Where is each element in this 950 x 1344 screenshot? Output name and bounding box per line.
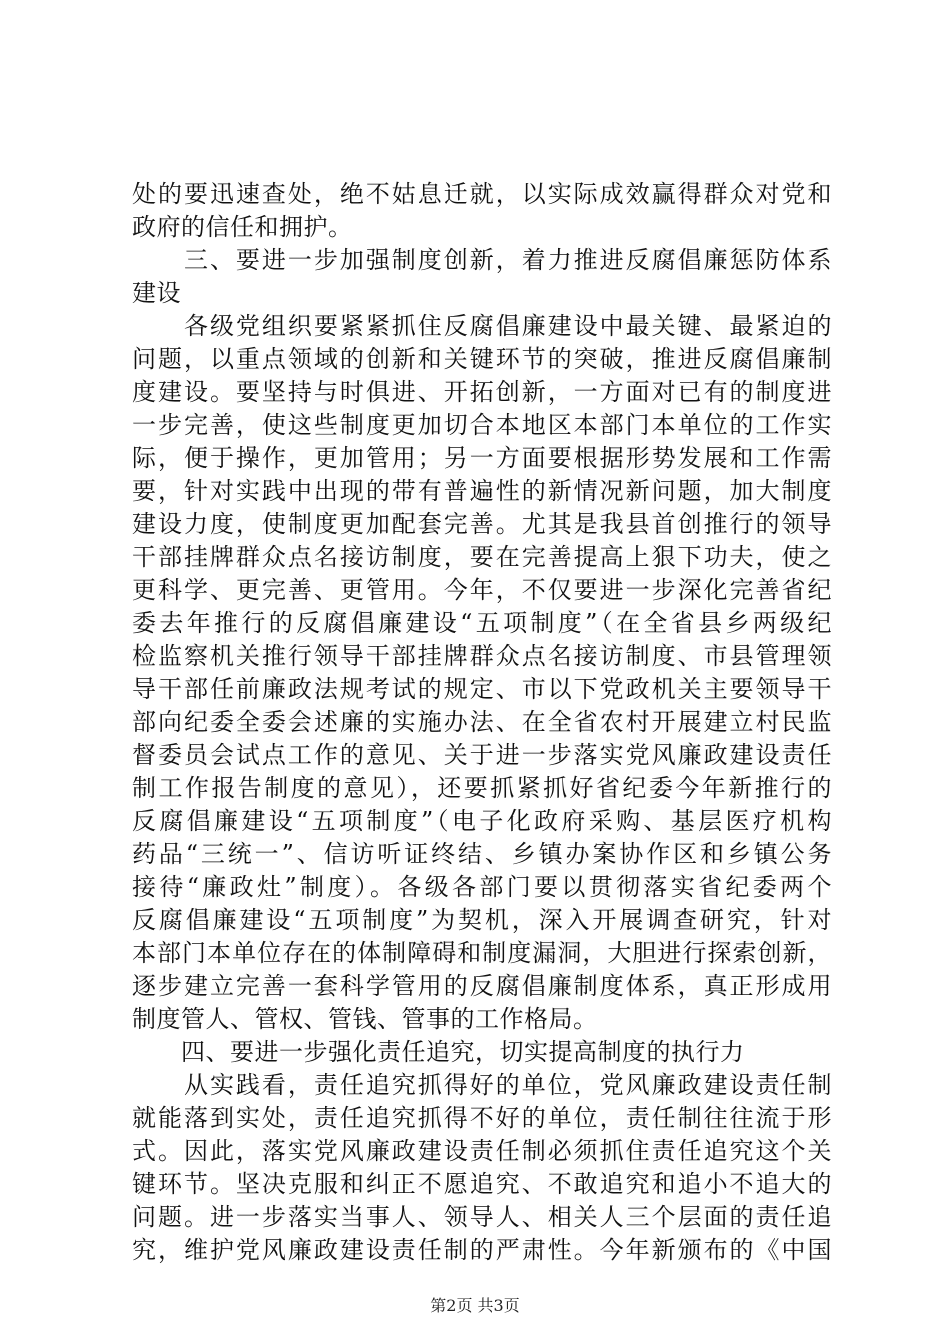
- text-line: 导干部任前廉政法规考试的规定、市以下党政机关主要领导干: [132, 675, 832, 703]
- page-footer: 第2页 共3页: [430, 1296, 520, 1315]
- text-line: 督委员会试点工作的意见、关于进一步落实党风廉政建设责任: [132, 741, 832, 769]
- text-line: 反腐倡廉建设“五项制度”为契机，深入开展调查研究，针对: [132, 906, 832, 934]
- text-line: 政府的信任和拥护。: [132, 213, 353, 241]
- text-line: 建设力度，使制度更加配套完善。尤其是我县首创推行的领导: [132, 510, 832, 538]
- text-line: 从实践看，责任追究抓得好的单位，党风廉政建设责任制: [132, 1071, 832, 1099]
- text-line: 反腐倡廉建设“五项制度”（电子化政府采购、基层医疗机构: [132, 807, 832, 835]
- text-line: 委去年推行的反腐倡廉建设“五项制度”（在全省县乡两级纪: [132, 609, 832, 637]
- text-line: 就能落到实处，责任追究抓得不好的单位，责任制往往流于形: [132, 1104, 832, 1132]
- text-line: 建设: [132, 279, 181, 307]
- text-line: 部向纪委全委会述廉的实施办法、在全省农村开展建立村民监: [132, 708, 832, 736]
- text-line: 一步完善，使这些制度更加切合本地区本部门本单位的工作实: [132, 411, 832, 439]
- text-line: 制工作报告制度的意见），还要抓紧抓好省纪委今年新推行的: [132, 774, 832, 802]
- text-line: 度建设。要坚持与时俱进、开拓创新，一方面对已有的制度进: [132, 378, 832, 406]
- text-line: 本部门本单位存在的体制障碍和制度漏洞，大胆进行探索创新，: [132, 939, 832, 967]
- text-line: 接待“廉政灶”制度）。各级各部门要以贯彻落实省纪委两个: [132, 873, 832, 901]
- text-line: 问题。进一步落实当事人、领导人、相关人三个层面的责任追: [132, 1203, 832, 1231]
- text-line: 究，维护党风廉政建设责任制的严肃性。今年新颁布的《中国: [132, 1236, 832, 1264]
- text-line: 际，便于操作，更加管用；另一方面要根据形势发展和工作需: [132, 444, 832, 472]
- text-line: 键环节。坚决克服和纠正不愿追究、不敢追究和追小不追大的: [132, 1170, 832, 1198]
- text-line: 逐步建立完善一套科学管用的反腐倡廉制度体系，真正形成用: [132, 972, 832, 1000]
- text-line: 四、要进一步强化责任追究，切实提高制度的执行力: [132, 1038, 745, 1066]
- text-line: 干部挂牌群众点名接访制度，要在完善提高上狠下功夫，使之: [132, 543, 832, 571]
- text-line: 问题，以重点领域的创新和关键环节的突破，推进反腐倡廉制: [132, 345, 832, 373]
- text-line: 要，针对实践中出现的带有普遍性的新情况新问题，加大制度: [132, 477, 832, 505]
- text-line: 式。因此，落实党风廉政建设责任制必须抓住责任追究这个关: [132, 1137, 832, 1165]
- text-line: 制度管人、管权、管钱、管事的工作格局。: [132, 1005, 598, 1033]
- text-line: 三、要进一步加强制度创新，着力推进反腐倡廉惩防体系: [132, 246, 832, 274]
- text-line: 各级党组织要紧紧抓住反腐倡廉建设中最关键、最紧迫的: [132, 312, 832, 340]
- text-line: 更科学、更完善、更管用。今年，不仅要进一步深化完善省纪: [132, 576, 832, 604]
- document-body: [132, 178, 832, 1267]
- text-line: 处的要迅速查处，绝不姑息迁就，以实际成效赢得群众对党和: [132, 180, 832, 208]
- text-line: 药品“三统一”、信访听证终结、乡镇办案协作区和乡镇公务: [132, 840, 832, 868]
- text-line: 检监察机关推行领导干部挂牌群众点名接访制度、市县管理领: [132, 642, 832, 670]
